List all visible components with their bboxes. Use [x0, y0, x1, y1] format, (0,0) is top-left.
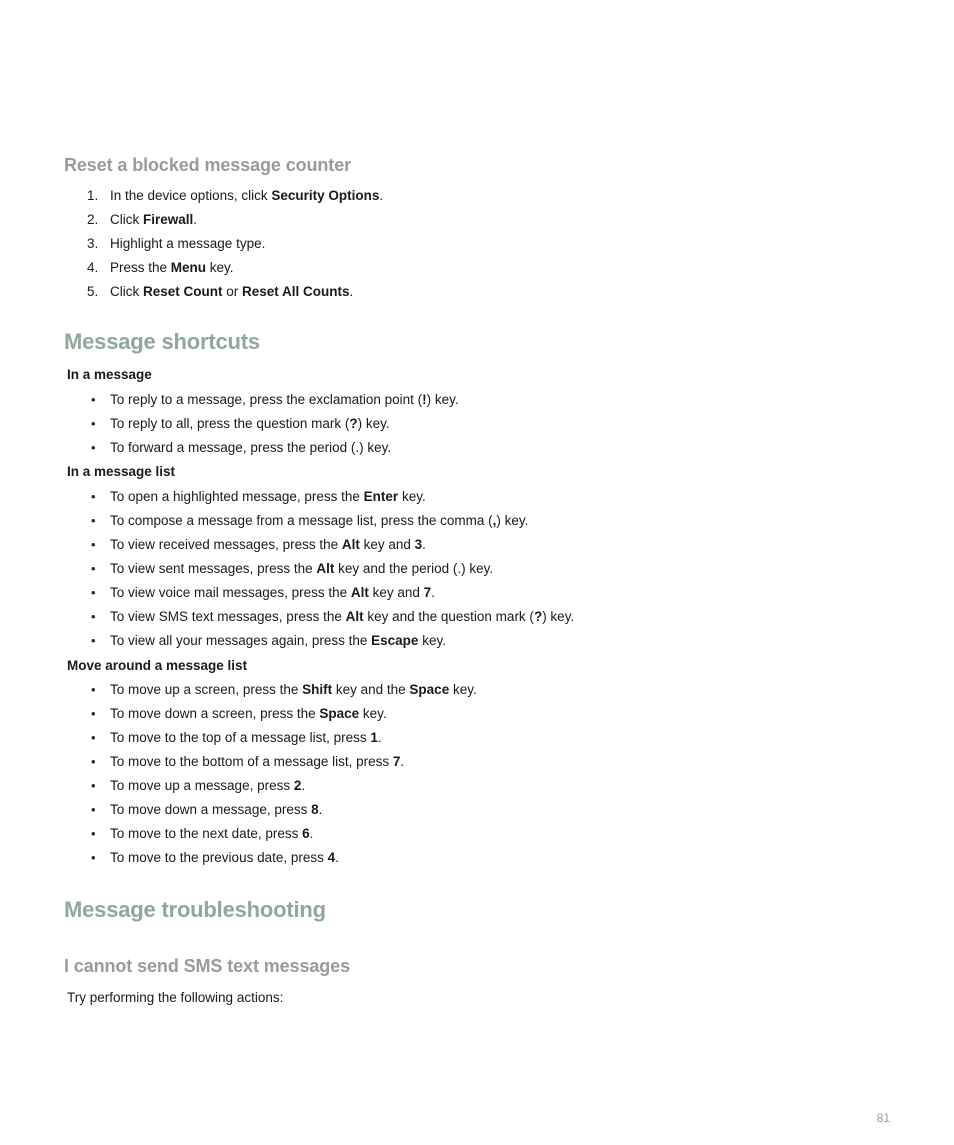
bullet-icon: • — [91, 682, 96, 697]
message-troubleshooting-heading: Message troubleshooting — [64, 897, 326, 922]
text-run: . — [309, 826, 314, 841]
shortcut-text — [110, 509, 528, 533]
bullet-icon: • — [91, 440, 96, 455]
key-term: 3 — [414, 537, 423, 552]
text-run: To open a highlighted message, press the — [110, 489, 364, 504]
text-run: key and the — [332, 682, 410, 697]
group-label-in-message-list: In a message list — [67, 464, 176, 479]
key-term: Alt — [316, 561, 335, 576]
shortcut-text — [110, 412, 390, 436]
text-run: To move down a message, press — [110, 802, 312, 817]
text-run: To move to the previous date, press — [110, 850, 328, 865]
bullet-icon: • — [91, 537, 96, 552]
text-run: To view voice mail messages, press the — [110, 585, 351, 600]
text-run: To reply to all, press the question mark ( — [110, 416, 350, 431]
shortcut-text — [110, 533, 426, 557]
group-label-move-around: Move around a message list — [67, 658, 248, 673]
text-run: key and the period (.) key. — [334, 561, 494, 576]
bullet-icon: • — [91, 730, 96, 745]
shortcut-text — [110, 702, 387, 726]
text-run: ) key. — [426, 392, 459, 407]
text-run: key and — [368, 585, 424, 600]
text-run: . — [379, 188, 384, 203]
shortcut-text — [110, 846, 339, 870]
key-term: Enter — [363, 489, 399, 504]
step-number: 4. — [87, 260, 99, 275]
key-term: 7 — [392, 754, 401, 769]
text-run: To move up a screen, press the — [110, 682, 303, 697]
text-run: Highlight a message type. — [110, 236, 266, 251]
key-term: Firewall — [143, 212, 194, 227]
bullet-icon: • — [91, 561, 96, 576]
shortcut-text — [110, 605, 574, 629]
shortcut-text — [110, 485, 426, 509]
text-run: To view sent messages, press the — [110, 561, 317, 576]
text-run: To reply to a message, press the exclamation point ( — [110, 392, 423, 407]
key-term: Reset All Counts — [242, 284, 350, 299]
shortcut-text — [110, 581, 435, 605]
step-text — [110, 280, 353, 304]
bullet-icon: • — [91, 513, 96, 528]
key-term: Alt — [350, 585, 369, 600]
text-run: To view SMS text messages, press the — [110, 609, 346, 624]
bullet-icon: • — [91, 802, 96, 817]
key-term: 7 — [423, 585, 432, 600]
shortcut-text — [110, 557, 493, 581]
text-run: To view all your messages again, press the — [110, 633, 372, 648]
shortcut-text — [110, 774, 305, 798]
text-run: To move up a message, press — [110, 778, 294, 793]
text-run: To forward a message, press the period (.) key. — [110, 440, 392, 455]
text-run: Press the — [110, 260, 171, 275]
text-run: To view received messages, press the — [110, 537, 342, 552]
shortcut-text — [110, 822, 313, 846]
key-term: 2 — [293, 778, 302, 793]
text-run: . — [400, 754, 405, 769]
key-term: 8 — [311, 802, 319, 817]
text-run: To compose a message from a message list, press the comma ( — [110, 513, 493, 528]
message-shortcuts-heading: Message shortcuts — [64, 329, 260, 354]
text-run: . — [335, 850, 339, 865]
key-term: Space — [409, 682, 450, 697]
key-term: 1 — [370, 730, 378, 745]
step-number: 1. — [87, 188, 99, 203]
key-term: ? — [349, 416, 358, 431]
shortcut-text — [110, 629, 446, 653]
shortcut-text — [110, 678, 477, 702]
bullet-icon: • — [91, 754, 96, 769]
key-term: Reset Count — [143, 284, 223, 299]
text-run: key. — [398, 489, 426, 504]
text-run: . — [431, 585, 435, 600]
text-run: . — [193, 212, 198, 227]
bullet-icon: • — [91, 826, 96, 841]
key-term: Escape — [371, 633, 419, 648]
step-number: 2. — [87, 212, 99, 227]
key-term: Shift — [302, 682, 333, 697]
text-run: key. — [418, 633, 446, 648]
key-term: ? — [533, 609, 543, 624]
text-run: key. — [359, 706, 387, 721]
text-run: . — [318, 802, 323, 817]
text-run: To move down a screen, press the — [110, 706, 320, 721]
text-run: ) key. — [357, 416, 390, 431]
key-term: 4 — [327, 850, 336, 865]
text-run: ) key. — [542, 609, 575, 624]
text-run: To move to the next date, press — [110, 826, 303, 841]
step-number: 3. — [87, 236, 99, 251]
text-run: ) key. — [496, 513, 529, 528]
bullet-icon: • — [91, 778, 96, 793]
bullet-icon: • — [91, 392, 96, 407]
key-term: , — [492, 513, 497, 528]
shortcut-text — [110, 436, 391, 460]
text-run: . — [422, 537, 426, 552]
text-run: key. — [449, 682, 477, 697]
sms-troubleshooting-subheading: I cannot send SMS text messages — [64, 956, 350, 976]
text-run: . — [301, 778, 306, 793]
bullet-icon: • — [91, 633, 96, 648]
text-run: In the device options, click — [110, 188, 272, 203]
bullet-icon: • — [91, 609, 96, 624]
text-run: To move to the bottom of a message list, press — [110, 754, 393, 769]
text-run: key and the question mark ( — [363, 609, 534, 624]
troubleshooting-intro: Try performing the following actions: — [67, 990, 284, 1005]
step-text — [110, 256, 234, 280]
text-run: key. — [206, 260, 234, 275]
text-run: Click — [110, 284, 143, 299]
bullet-icon: • — [91, 706, 96, 721]
key-term: Menu — [170, 260, 207, 275]
reset-counter-heading: Reset a blocked message counter — [64, 155, 352, 175]
key-term: Space — [319, 706, 360, 721]
bullet-icon: • — [91, 489, 96, 504]
step-text — [110, 184, 383, 208]
bullet-icon: • — [91, 416, 96, 431]
text-run: key and — [359, 537, 415, 552]
text-run: . — [377, 730, 382, 745]
text-run: . — [349, 284, 354, 299]
key-term: Security Options — [271, 188, 380, 203]
key-term: ! — [422, 392, 427, 407]
shortcut-text — [110, 798, 322, 822]
text-run: or — [222, 284, 243, 299]
text-run: To move to the top of a message list, press — [110, 730, 371, 745]
step-text — [110, 232, 265, 256]
step-number: 5. — [87, 284, 99, 299]
text-run: Click — [110, 212, 143, 227]
group-label-in-message: In a message — [67, 367, 152, 382]
shortcut-text — [110, 750, 404, 774]
bullet-icon: • — [91, 585, 96, 600]
shortcut-text — [110, 726, 382, 750]
step-text — [110, 208, 197, 232]
page-number: 81 — [876, 1111, 890, 1125]
bullet-icon: • — [91, 850, 96, 865]
key-term: 6 — [302, 826, 310, 841]
key-term: Alt — [345, 609, 364, 624]
shortcut-text — [110, 388, 459, 412]
key-term: Alt — [341, 537, 360, 552]
